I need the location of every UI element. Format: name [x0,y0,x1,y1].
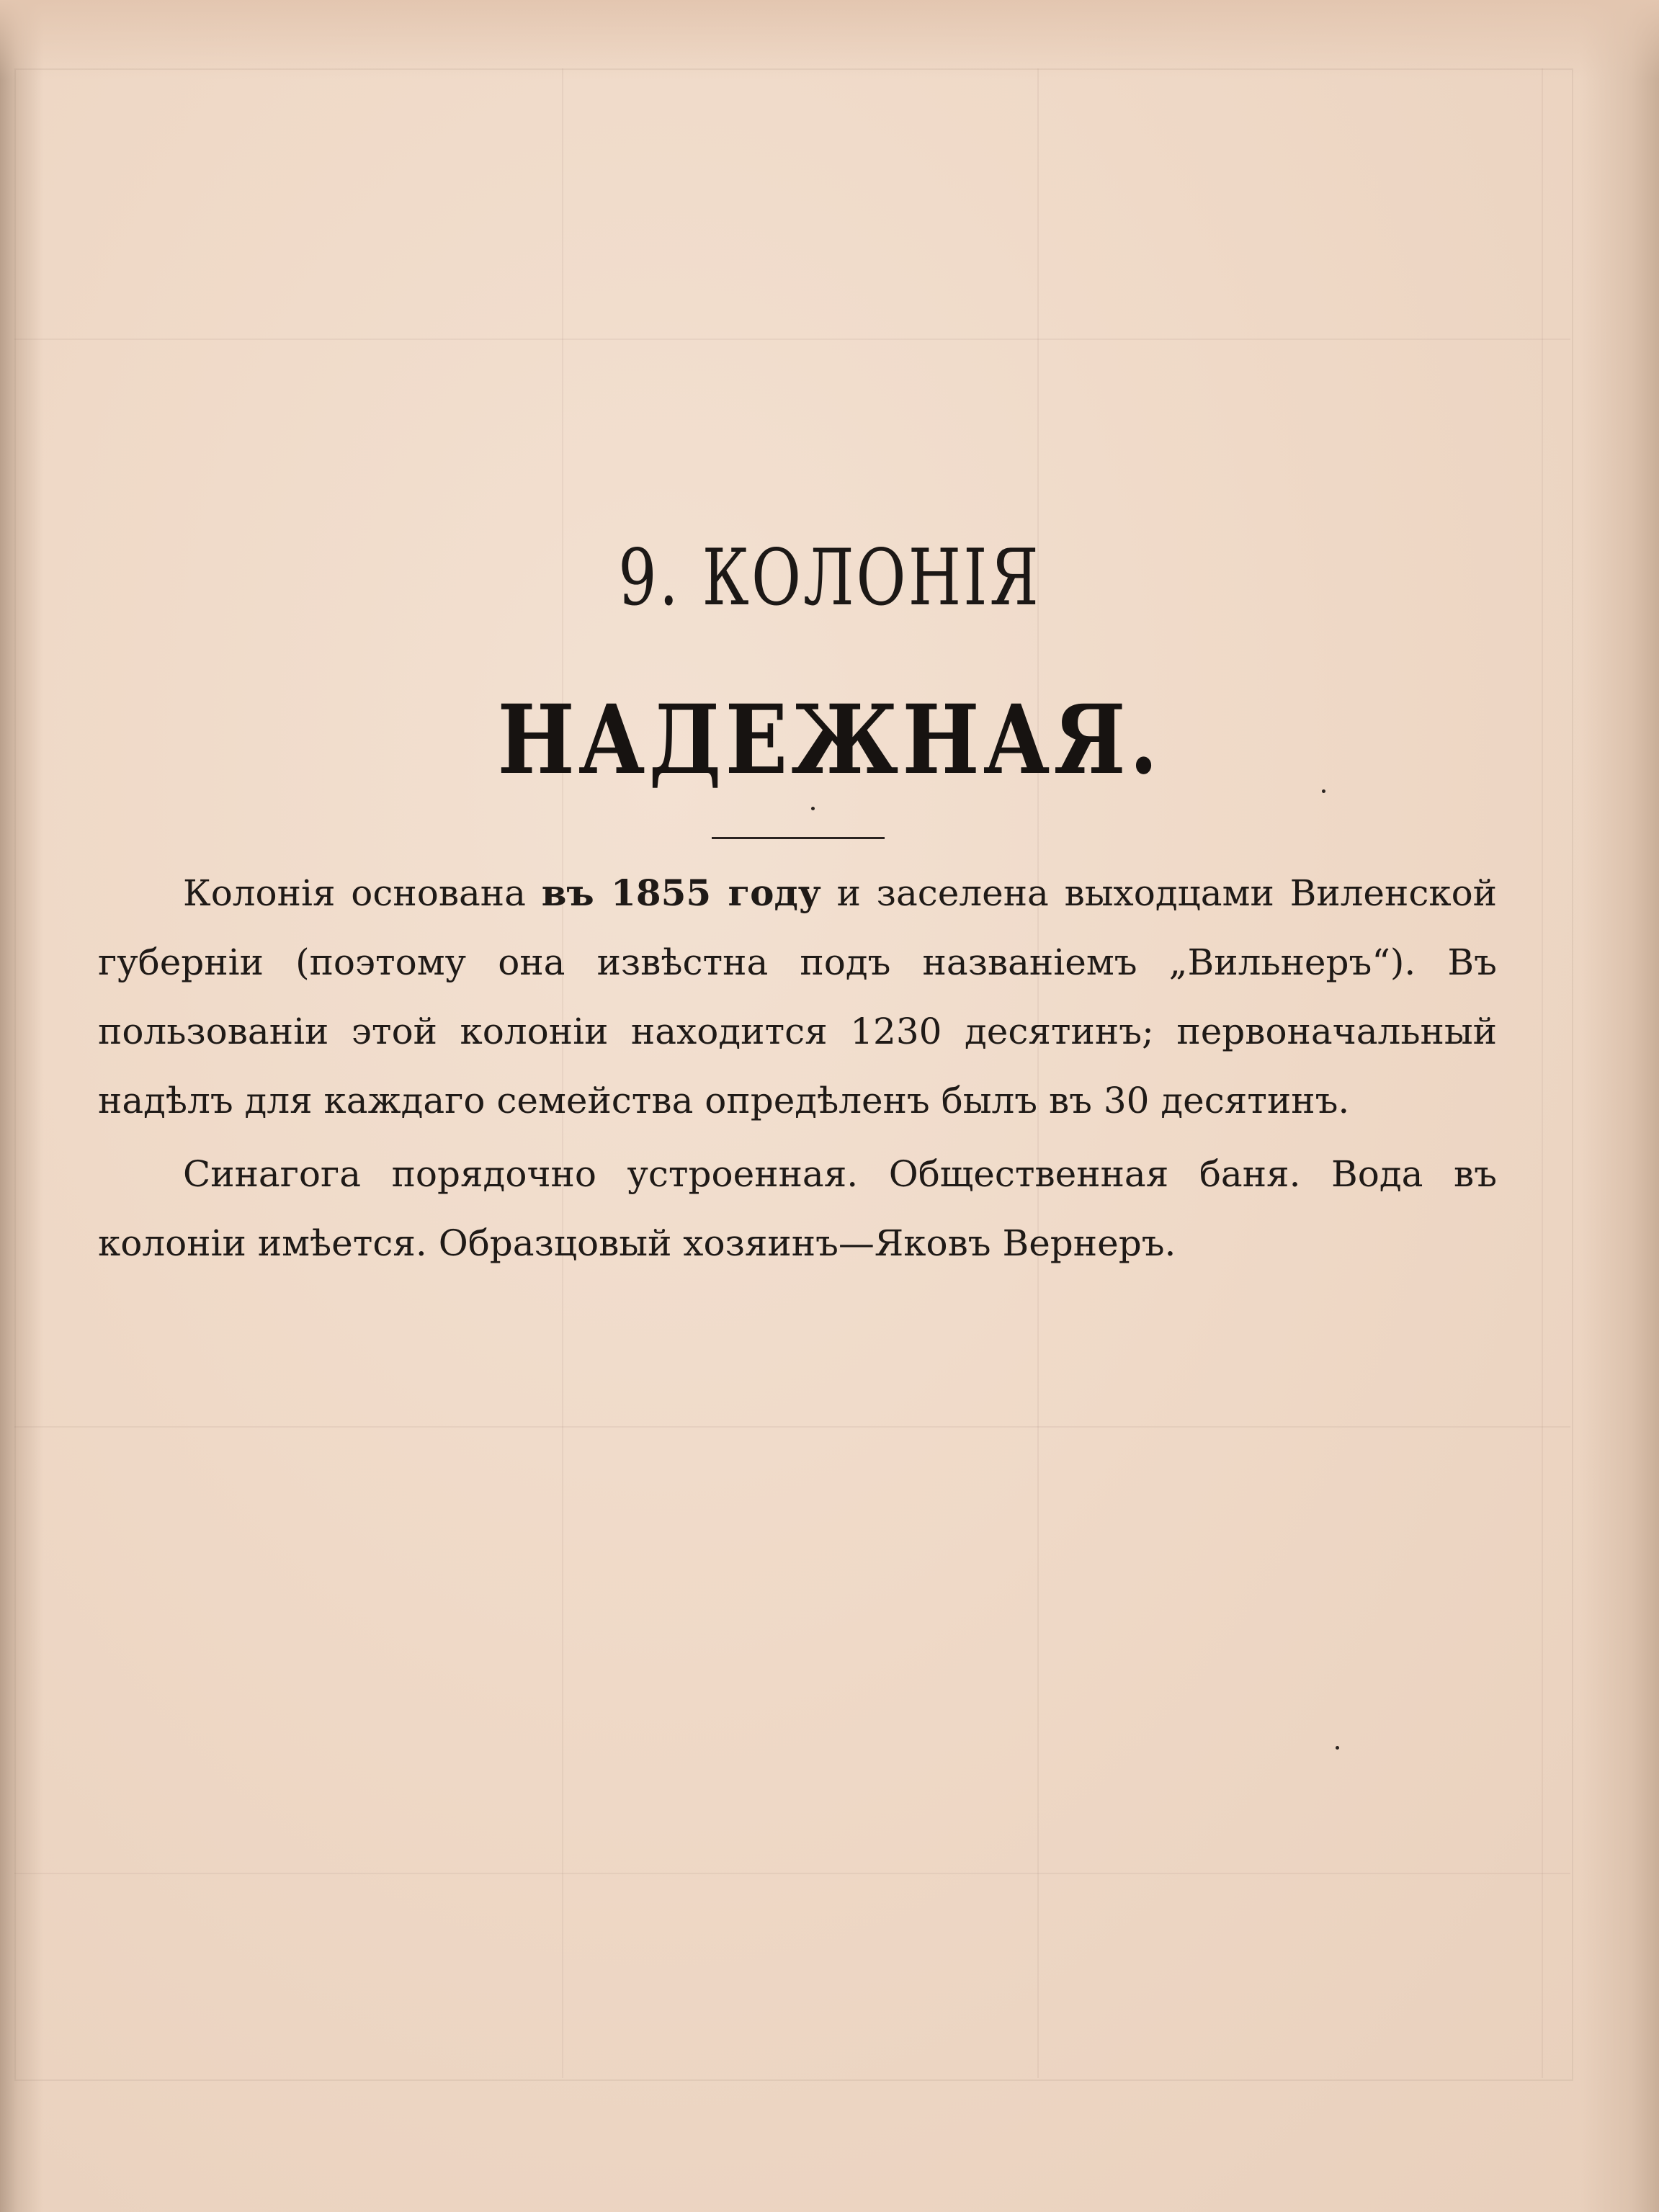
paragraph-facilities: Синагога порядочно устроенная. Общественная баня. Вода въ колоніи имѣется. Образцовый хозяинъ—Яковъ Вернеръ. [98,1153,1497,1264]
print-speck [1322,789,1325,793]
paragraph-text: и заселена выходцами Виленской губерніи (поэтому она извѣстна подъ названіемъ „Вильнеръ“). Въ пользованіи этой колоніи находится 1230 десятинъ; первоначальный надѣлъ для каждаго семейства опредѣленъ былъ въ 30 десятинъ. [98,872,1498,1121]
bleed-through-rule [1542,68,1543,2078]
article-body [98,859,1497,1278]
colony-name-heading: НАДЕЖНАЯ. [497,684,1162,796]
paragraph-founding [98,859,1497,1135]
bleed-through-rule [14,339,1570,340]
bleed-through-rule [14,1873,1570,1874]
founding-year-emphasis: въ 1855 году [541,872,821,914]
colony-number-heading: 9. КОЛОНІЯ [618,533,1041,623]
page-top-shadow [0,0,1659,79]
bleed-through-rule [14,1426,1570,1428]
page-edge-shadow [1580,0,1659,2212]
print-speck [811,807,815,810]
heading-divider [712,837,885,839]
paragraph-text: Колонія основана [183,872,542,914]
print-speck [1336,1746,1339,1750]
